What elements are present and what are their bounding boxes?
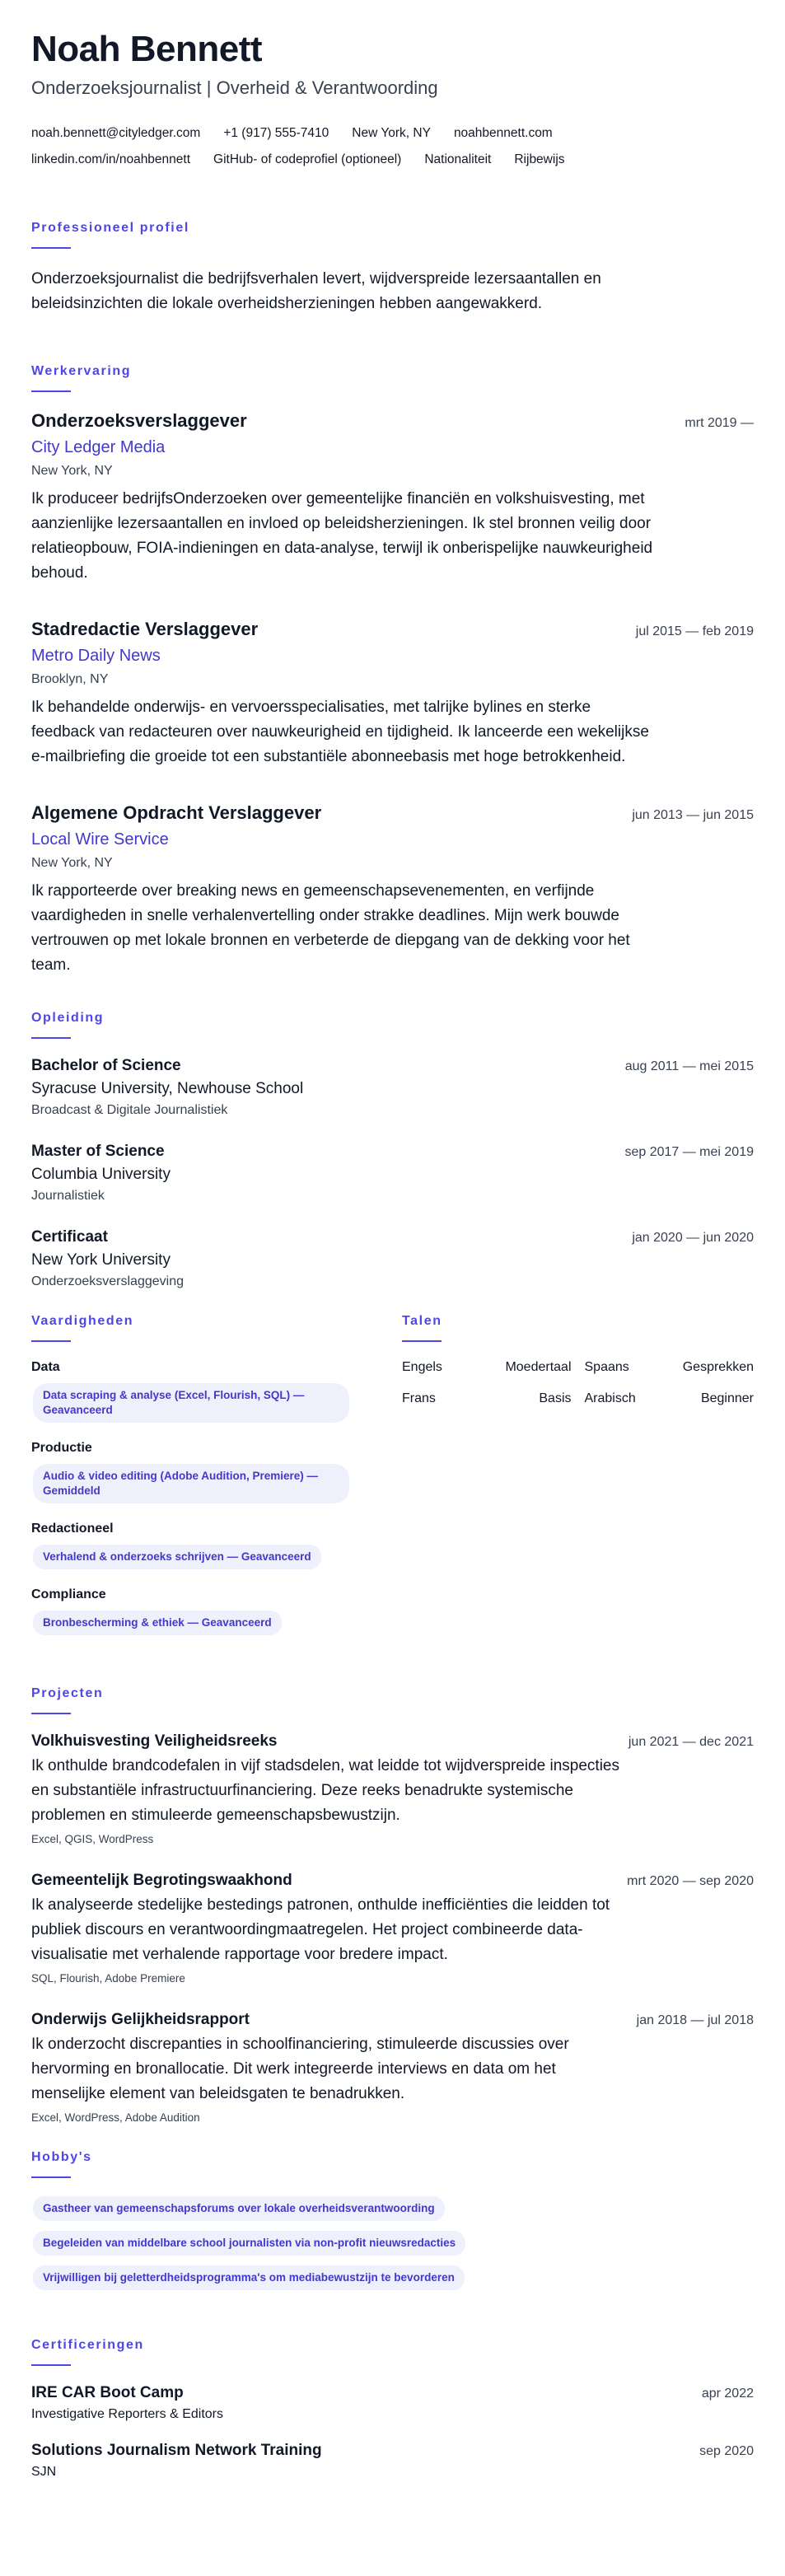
project-date: jun 2021 — dec 2021 (628, 1735, 754, 1750)
skill-category: Productie (31, 1441, 92, 1456)
hobby-chip: Begeleiden van middelbare school journalisten via non-profit nieuwsredacties (33, 2231, 465, 2256)
job-entry (31, 802, 754, 978)
education-school: New York University (31, 1251, 171, 1269)
language-level: Beginner (700, 1391, 754, 1406)
language-item (402, 1391, 572, 1406)
education-section (31, 1011, 754, 1289)
skill-group (31, 1587, 369, 1635)
certifications-section (31, 2338, 754, 2480)
contact-nationality: Nationaliteit (424, 152, 492, 167)
education-entry (31, 1143, 754, 1204)
candidate-name: Noah Bennett (31, 29, 262, 69)
job-title: Onderzoeksverslaggever (31, 410, 247, 432)
education-school: Syracuse University, Newhouse School (31, 1080, 304, 1098)
language-name: Spaans (584, 1360, 629, 1375)
skill-category: Redactioneel (31, 1522, 114, 1536)
language-name: Frans (402, 1391, 436, 1406)
project-entry (31, 1872, 754, 1985)
project-tech: SQL, Flourish, Adobe Premiere (31, 1972, 185, 1985)
contact-row-2 (31, 147, 754, 173)
job-description: Ik produceer bedrijfsOnderzoeken over gemeentelijke financiën en volkshuisvesting, met aanzienlijke lezersaantallen en invloed op beleidsherzieningen. Ik stel bronnen veilig door relatieopbouw, FOIA-indieningen en data-analyse, terwijl ik onberispelijke nauwkeurigheid behoud. (31, 490, 653, 582)
contact-phone[interactable]: +1 (917) 555-7410 (223, 126, 329, 141)
project-description: Ik onthulde brandcodefalen in vijf stadsdelen, wat leidde tot wijdverspreide inspecties en substantiële infrastructuurfinanciering. Deze reeks benadrukte systemische problemen en stimuleerde gemeenschapsbewustzijn. (31, 1757, 619, 1825)
education-date: aug 2011 — mei 2015 (624, 1059, 754, 1074)
job-description: Ik rapporteerde over breaking news en gemeenschapsevenementen, en verfijnde vaardigheden in snelle verhalenvertelling onder strakke deadlines. Mijn werk bouwde vertrouwen op met lokale bronnen en verbeterde de diepgang van de dekking voor het team. (31, 882, 630, 975)
education-field: Journalistiek (31, 1189, 105, 1204)
project-name: Onderwijs Gelijkheidsrapport (31, 2011, 250, 2029)
certification-entry (31, 2384, 754, 2422)
skill-category: Data (31, 1360, 60, 1375)
job-title: Algemene Opdracht Verslaggever (31, 802, 322, 824)
education-degree: Bachelor of Science (31, 1057, 181, 1075)
section-title-languages: Talen (402, 1314, 442, 1329)
job-date: jul 2015 — feb 2019 (635, 624, 754, 639)
profile-section (31, 221, 754, 316)
skill-group (31, 1360, 369, 1423)
language-item (585, 1391, 755, 1406)
candidate-headline: Onderzoeksjournalist | Overheid & Verantwoording (31, 77, 438, 99)
hobbies-section (31, 2150, 754, 2300)
education-date: sep 2017 — mei 2019 (624, 1145, 754, 1160)
section-title-hobbies: Hobby's (31, 2150, 92, 2165)
certification-date: sep 2020 (699, 2444, 754, 2459)
profile-summary: Onderzoeksjournalist die bedrijfsverhalen levert, wijdverspreide lezersaantallen en beleidsinzichten die lokale overheidsherzieningen hebben aangewakkerd. (31, 270, 601, 313)
section-divider (31, 1340, 71, 1342)
job-company: Metro Daily News (31, 647, 161, 666)
hobby-list (31, 2196, 754, 2300)
job-title: Stadredactie Verslaggever (31, 619, 259, 640)
language-item (585, 1360, 755, 1375)
hobby-chip: Vrijwilligen bij geletterdheidsprogramma's om mediabewustzijn te bevorderen (33, 2265, 465, 2290)
section-title-certifications: Certificeringen (31, 2338, 144, 2353)
skill-group (31, 1441, 369, 1503)
contact-github[interactable]: GitHub- of codeprofiel (optioneel) (213, 152, 402, 167)
skills-languages-row (31, 1314, 754, 1653)
education-degree: Master of Science (31, 1143, 165, 1161)
certification-date: apr 2022 (701, 2387, 754, 2401)
skill-chip: Data scraping & analyse (Excel, Flourish, SQL) — Geavanceerd (33, 1383, 349, 1423)
section-divider (402, 1340, 442, 1342)
language-level: Moedertaal (505, 1360, 572, 1375)
education-field: Broadcast & Digitale Journalistiek (31, 1103, 228, 1118)
job-date: jun 2013 — jun 2015 (632, 808, 754, 823)
education-entry (31, 1228, 754, 1289)
job-location: New York, NY (31, 464, 113, 479)
job-company: Local Wire Service (31, 830, 169, 849)
section-divider (31, 247, 71, 249)
job-location: Brooklyn, NY (31, 672, 109, 687)
languages-section (402, 1314, 754, 1653)
job-location: New York, NY (31, 856, 113, 871)
skill-chip: Verhalend & onderzoeks schrijven — Geavanceerd (33, 1545, 321, 1569)
project-entry (31, 1732, 754, 1845)
language-level: Basis (539, 1391, 572, 1406)
contact-location: New York, NY (352, 126, 431, 141)
project-tech: Excel, QGIS, WordPress (31, 1833, 154, 1846)
certification-name: Solutions Journalism Network Training (31, 2442, 322, 2460)
language-name: Engels (402, 1360, 442, 1375)
project-entry (31, 2011, 754, 2124)
education-school: Columbia University (31, 1166, 171, 1184)
job-date: mrt 2019 — (685, 416, 754, 431)
contact-license: Rijbewijs (514, 152, 565, 167)
section-divider (31, 2364, 71, 2366)
contact-email[interactable]: noah.bennett@cityledger.com (31, 126, 201, 141)
language-item (402, 1360, 572, 1375)
project-name: Volkhuisvesting Veiligheidsreeks (31, 1732, 278, 1751)
language-level: Gesprekken (682, 1360, 754, 1375)
section-title-skills: Vaardigheden (31, 1314, 134, 1329)
experience-section (31, 364, 754, 978)
section-divider (31, 1037, 71, 1039)
skills-section (31, 1314, 369, 1653)
project-date: jan 2018 — jul 2018 (636, 2013, 754, 2028)
job-company: City Ledger Media (31, 438, 166, 457)
project-description: Ik analyseerde stedelijke bestedings patronen, onthulde inefficiënties die leidden tot publiek discours en verantwoordingmaatregelen. Het project combineerde data-visualisatie met verhalende rapportage voor bredere impact. (31, 1896, 610, 1964)
job-entry (31, 619, 754, 769)
resume-header (31, 30, 754, 173)
contact-row-1 (31, 120, 754, 147)
contact-linkedin[interactable]: linkedin.com/in/noahbennett (31, 152, 191, 167)
education-entry (31, 1057, 754, 1118)
job-description: Ik behandelde onderwijs- en vervoersspecialisaties, met talrijke bylines en sterke feedback van redacteuren over nauwkeurigheid en tijdigheid. Ik lanceerde een wekelijkse e-mailbriefing die groeide tot een substantiële abonneebasis met hoge betrokkenheid. (31, 699, 649, 766)
skill-category: Compliance (31, 1587, 106, 1602)
section-title-education: Opleiding (31, 1011, 105, 1026)
contact-info (31, 120, 754, 173)
education-field: Onderzoeksverslaggeving (31, 1274, 184, 1289)
section-divider (31, 1713, 71, 1714)
section-divider (31, 2176, 71, 2178)
project-description: Ik onderzocht discrepanties in schoolfinanciering, stimuleerde discussies over hervorming en bronallocatie. Dit werk integreerde interviews en data om het menselijke element van beleidsgaten te benadrukken. (31, 2036, 569, 2103)
certification-issuer: SJN (31, 2465, 57, 2480)
project-tech: Excel, WordPress, Adobe Audition (31, 2111, 200, 2125)
hobby-chip: Gastheer van gemeenschapsforums over lokale overheidsverantwoording (33, 2196, 445, 2221)
contact-website[interactable]: noahbennett.com (453, 126, 553, 141)
skill-group (31, 1522, 369, 1569)
section-title-projects: Projecten (31, 1686, 104, 1701)
section-title-experience: Werkervaring (31, 364, 132, 379)
education-date: jan 2020 — jun 2020 (632, 1231, 754, 1246)
project-name: Gemeentelijk Begrotingswaakhond (31, 1872, 292, 1890)
section-title-profile: Professioneel profiel (31, 221, 189, 236)
skill-chip: Audio & video editing (Adobe Audition, Premiere) — Gemiddeld (33, 1464, 349, 1503)
project-date: mrt 2020 — sep 2020 (627, 1874, 754, 1889)
projects-section (31, 1686, 754, 2124)
certification-issuer: Investigative Reporters & Editors (31, 2407, 223, 2422)
education-degree: Certificaat (31, 1228, 108, 1246)
certification-entry (31, 2442, 754, 2480)
section-divider (31, 390, 71, 392)
certification-name: IRE CAR Boot Camp (31, 2384, 184, 2402)
job-entry (31, 410, 754, 586)
skill-chip: Bronbescherming & ethiek — Geavanceerd (33, 1611, 282, 1635)
language-name: Arabisch (584, 1391, 636, 1406)
languages-list (402, 1360, 754, 1406)
